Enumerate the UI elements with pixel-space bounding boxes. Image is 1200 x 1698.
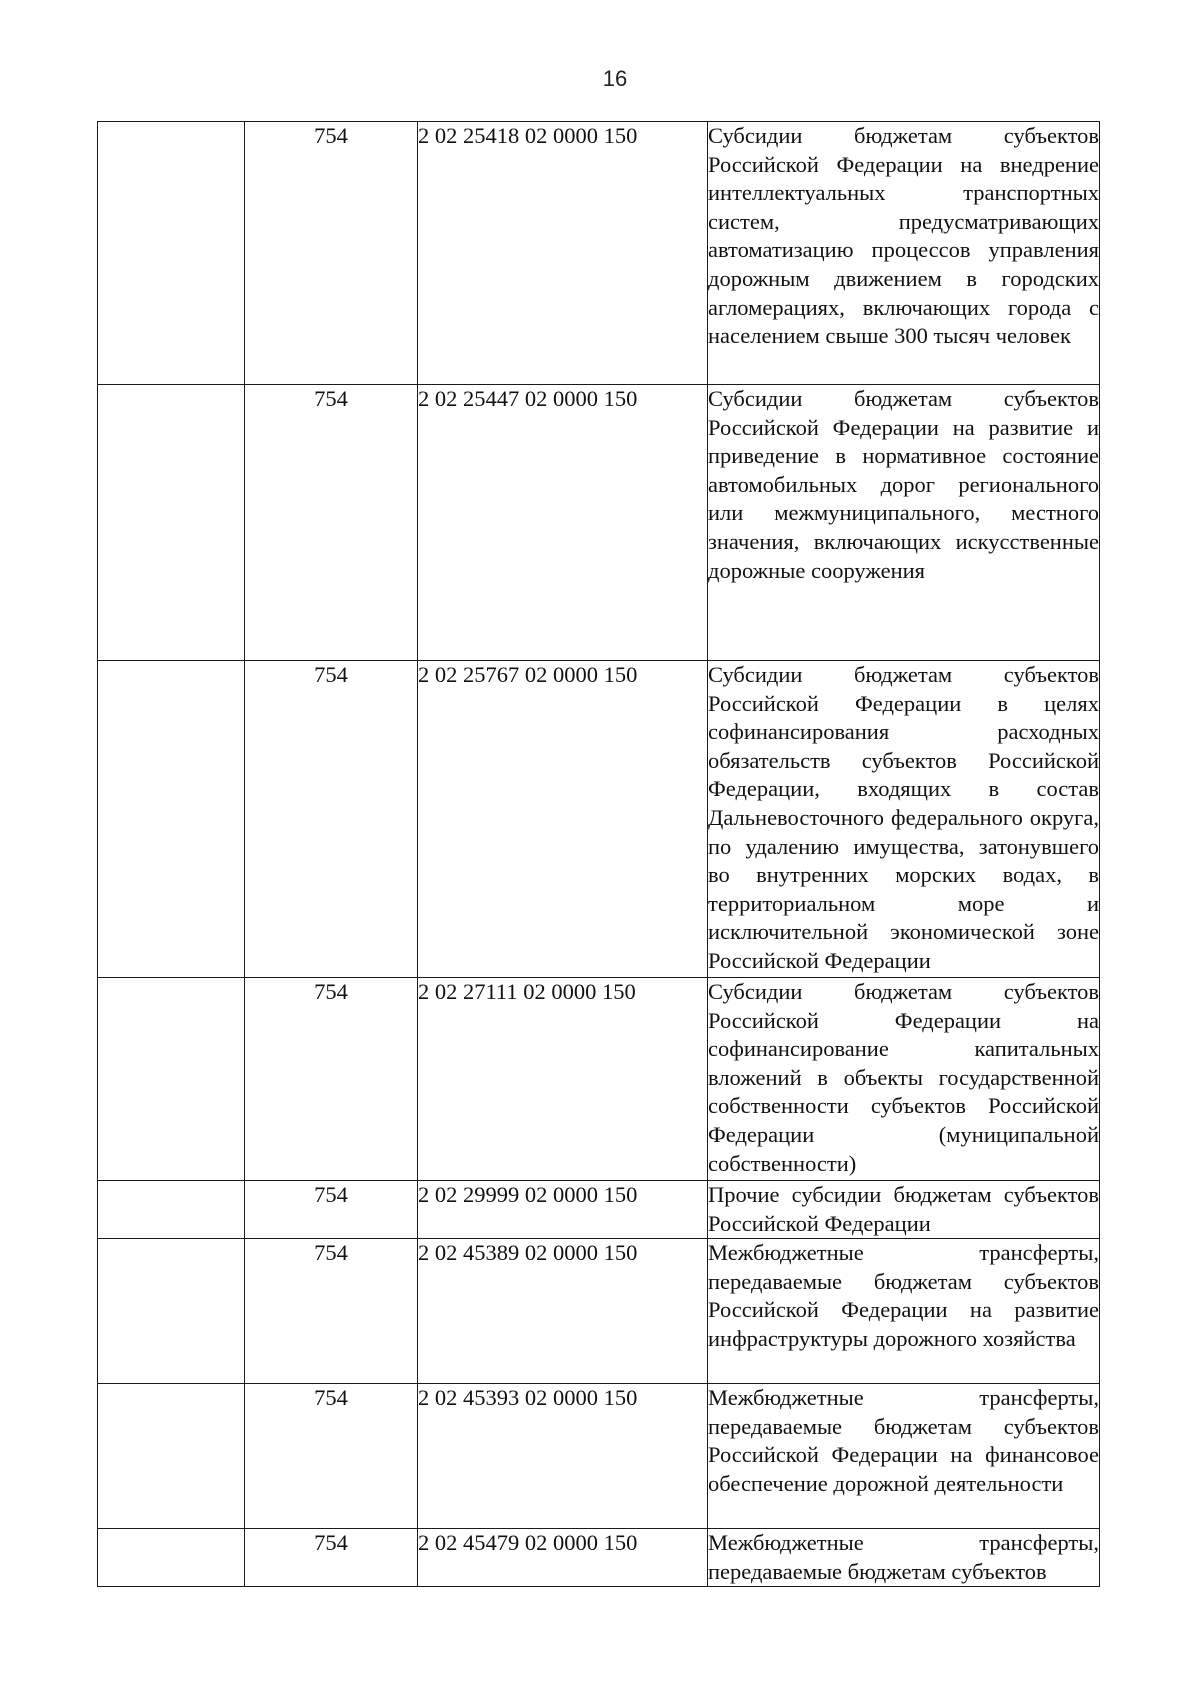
description-cell: Субсидии бюджетам субъектов Российской Федерации на внедрение интеллектуальных транспортных систем, предусматривающих автоматизацию процессов управления дорожным движением в городских агломерациях, включающих города с населением свыше 300 тысяч человек bbox=[708, 122, 1100, 385]
admin-code-cell: 754 bbox=[245, 1529, 418, 1587]
admin-code-cell: 754 bbox=[245, 978, 418, 1181]
table-row bbox=[98, 661, 1100, 978]
table-row bbox=[98, 978, 1100, 1181]
admin-code-cell: 754 bbox=[245, 1239, 418, 1384]
kbk-code-cell: 2 02 45389 02 0000 150 bbox=[418, 1239, 708, 1384]
kbk-code-cell: 2 02 25767 02 0000 150 bbox=[418, 661, 708, 978]
page-number: 16 bbox=[602, 66, 628, 91]
admin-code-cell: 754 bbox=[245, 122, 418, 385]
empty-cell bbox=[98, 1239, 245, 1384]
table-row bbox=[98, 1181, 1100, 1239]
kbk-code-cell: 2 02 25418 02 0000 150 bbox=[418, 122, 708, 385]
table-row bbox=[98, 1384, 1100, 1529]
description-cell: Субсидии бюджетам субъектов Российской Федерации на софинансирование капитальных вложений в объекты государственной собственности субъектов Российской Федерации (муниципальной собственности) bbox=[708, 978, 1100, 1181]
table-row bbox=[98, 385, 1100, 661]
kbk-code-cell: 2 02 29999 02 0000 150 bbox=[418, 1181, 708, 1239]
empty-cell bbox=[98, 978, 245, 1181]
table-row bbox=[98, 1239, 1100, 1384]
kbk-code-cell: 2 02 45479 02 0000 150 bbox=[418, 1529, 708, 1587]
kbk-code-cell: 2 02 45393 02 0000 150 bbox=[418, 1384, 708, 1529]
empty-cell bbox=[98, 1384, 245, 1529]
kbk-code-cell: 2 02 27111 02 0000 150 bbox=[418, 978, 708, 1181]
kbk-code-cell: 2 02 25447 02 0000 150 bbox=[418, 385, 708, 661]
budget-codes-table bbox=[97, 121, 1100, 1587]
admin-code-cell: 754 bbox=[245, 385, 418, 661]
description-cell: Межбюджетные трансферты, передаваемые бюджетам субъектов Российской Федерации на финансовое обеспечение дорожной деятельности bbox=[708, 1384, 1100, 1529]
empty-cell bbox=[98, 1181, 245, 1239]
empty-cell bbox=[98, 122, 245, 385]
admin-code-cell: 754 bbox=[245, 1181, 418, 1239]
admin-code-cell: 754 bbox=[245, 661, 418, 978]
description-cell: Субсидии бюджетам субъектов Российской Федерации в целях софинансирования расходных обязательств субъектов Российской Федерации, входящих в состав Дальневосточного федерального округа, по удалению имущества, затонувшего во внутренних морских водах, в территориальном море и исключительной экономической зоне Российской Федерации bbox=[708, 661, 1100, 978]
empty-cell bbox=[98, 661, 245, 978]
table-row bbox=[98, 122, 1100, 385]
empty-cell bbox=[98, 385, 245, 661]
description-cell: Субсидии бюджетам субъектов Российской Федерации на развитие и приведение в нормативное состояние автомобильных дорог регионального или межмуниципального, местного значения, включающих искусственные дорожные сооружения bbox=[708, 385, 1100, 661]
description-cell: Межбюджетные трансферты, передаваемые бюджетам субъектов Российской Федерации на развитие инфраструктуры дорожного хозяйства bbox=[708, 1239, 1100, 1384]
admin-code-cell: 754 bbox=[245, 1384, 418, 1529]
table-row bbox=[98, 1529, 1100, 1587]
description-cell: Межбюджетные трансферты, передаваемые бюджетам субъектов bbox=[708, 1529, 1100, 1587]
description-cell: Прочие субсидии бюджетам субъектов Российской Федерации bbox=[708, 1181, 1100, 1239]
empty-cell bbox=[98, 1529, 245, 1587]
